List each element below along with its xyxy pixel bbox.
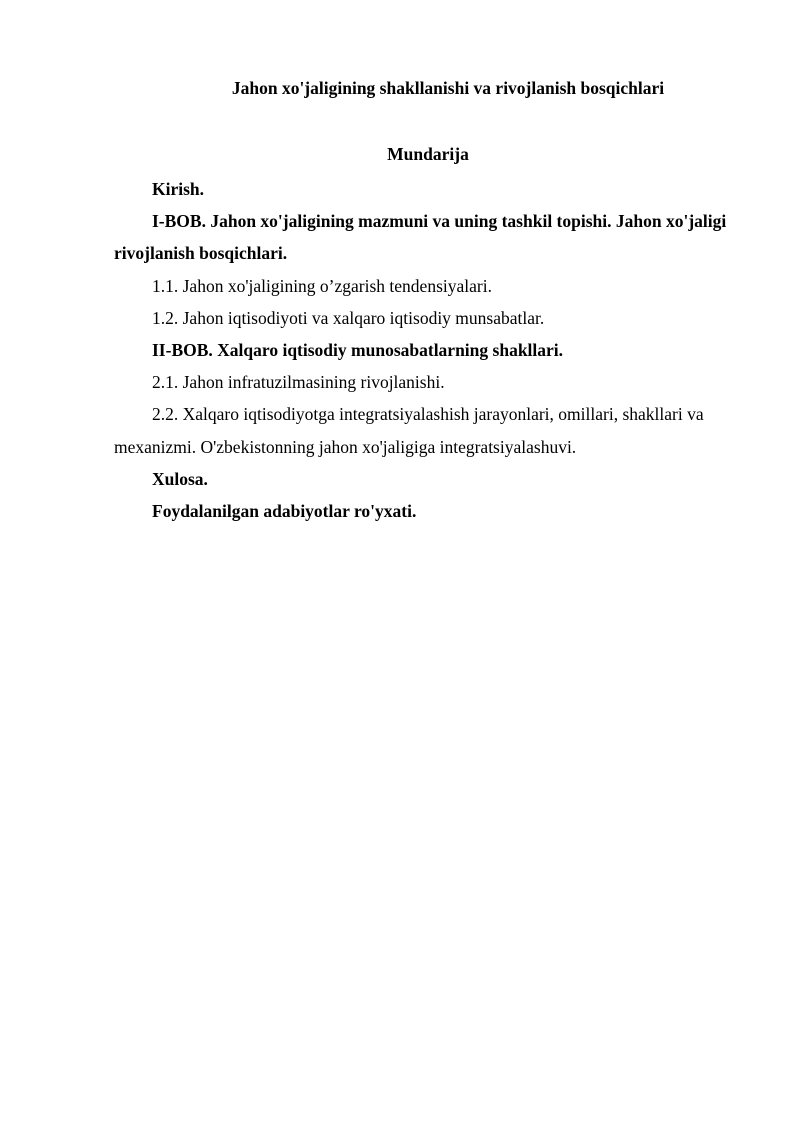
- document-title: Jahon xo'jaligining shakllanishi va rivojlanish bosqichlari: [231, 78, 665, 98]
- toc-item-section-1-2: 1.2. Jahon iqtisodiyoti va xalqaro iqtisodiy munsabatlar.: [152, 307, 545, 328]
- toc-item-section-2-1: 2.1. Jahon infratuzilmasining rivojlanishi.: [152, 372, 445, 393]
- toc-item-chapter-1: I-BOB. Jahon xo'jaligining mazmuni va uning tashkil topishi. Jahon xo'jaligi rivojlanish bosqichlari.: [114, 211, 727, 264]
- toc-heading: Mundarija: [387, 144, 469, 164]
- table-of-contents: [114, 173, 732, 527]
- toc-item-intro: Kirish.: [152, 179, 205, 199]
- toc-item-references: Foydalanilgan adabiyotlar ro'yxati.: [152, 501, 417, 522]
- toc-item-chapter-2: II-BOB. Xalqaro iqtisodiy munosabatlarning shakllari.: [152, 340, 564, 361]
- toc-item-section-2-2: 2.2. Xalqaro iqtisodiyotga integratsiyalashish jarayonlari, omillari, shakllari va mexanizmi. O'zbekistonning jahon xo'jaligiga integratsiyalashuvi.: [114, 404, 704, 457]
- toc-item-conclusion: Xulosa.: [152, 468, 208, 489]
- toc-item-section-1-1: 1.1. Jahon xo'jaligining o’zgarish tendensiyalari.: [152, 275, 492, 296]
